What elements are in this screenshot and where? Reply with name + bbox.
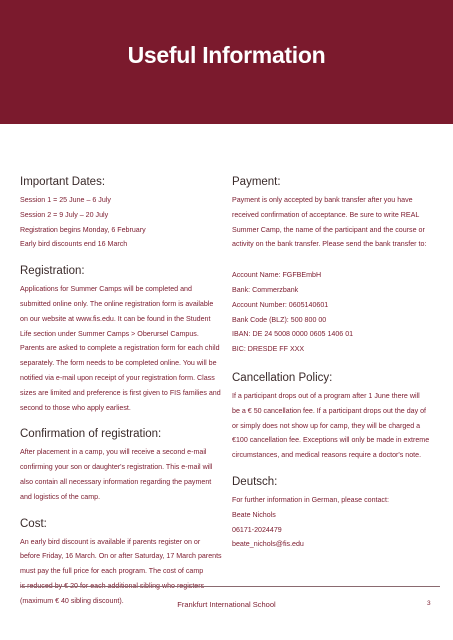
cancellation-heading: Cancellation Policy:	[232, 371, 333, 384]
confirmation-heading: Confirmation of registration:	[20, 428, 162, 441]
bank-line: IBAN: DE 24 5008 0000 0605 1406 01	[232, 330, 354, 339]
contact-email-link[interactable]: beate_nichols@fis.edu	[232, 540, 304, 549]
text-line: or simply does not show up for camp, they will be charged a	[232, 421, 421, 430]
text-line: confirming your son or daughter's registration. This e-mail will	[20, 463, 213, 472]
important-dates-section	[20, 175, 230, 252]
text-line: must pay the full price for each program. The cost of camp	[20, 567, 204, 576]
bank-line: Bank: Commerzbank	[232, 285, 299, 294]
spacer	[232, 252, 437, 268]
footer-divider	[20, 586, 440, 587]
text-line: Early bird discounts end 16 March	[20, 240, 128, 249]
text-line: be a € 50 cancellation fee. If a participant drops out the day of	[232, 406, 427, 415]
confirmation-section	[20, 427, 230, 504]
text-line: on our website at www.fis.edu. It can be found in the Student	[20, 314, 211, 323]
bank-line: BIC: DRESDE FF XXX	[232, 345, 305, 354]
payment-heading: Payment:	[232, 176, 281, 188]
text-line: activity on the bank transfer. Please send the bank transfer to:	[232, 240, 427, 249]
confirmation-text	[20, 445, 230, 504]
text-line: circumstances, and medical reasons require a doctor's note.	[232, 451, 422, 460]
cancellation-text	[232, 389, 437, 463]
page-title: Useful Information	[127, 42, 326, 68]
payment-section	[232, 175, 437, 357]
left-column	[20, 175, 230, 617]
contact-phone: 06171-2024479	[232, 525, 282, 534]
text-line: Life section under Summer Camps > Oberursel Campus.	[20, 329, 199, 338]
contact-name: Beate Nichols	[232, 510, 276, 519]
text-line: Session 1 = 25 June – 6 July	[20, 196, 111, 204]
cancellation-section	[232, 371, 437, 463]
text-line: If a participant drops out of a program after 1 June there will	[232, 391, 420, 400]
text-line: Session 2 = 9 July – 20 July	[20, 210, 109, 219]
text-line: before Friday, 16 March. On or after Saturday, 17 March parents	[20, 552, 222, 561]
deutsch-heading: Deutsch:	[232, 475, 278, 488]
right-column	[232, 175, 437, 560]
text-line: Summer Camp, the name of the participant and the course or	[232, 225, 425, 234]
registration-heading: Registration:	[20, 265, 85, 278]
text-line: €100 cancellation fee. Exceptions will only be made in extreme	[232, 436, 430, 445]
deutsch-section	[232, 475, 437, 552]
text-line: (maximum € 40 sibling discount).	[20, 596, 124, 605]
text-line: Payment is only accepted by bank transfer after you have	[232, 196, 413, 204]
registration-section	[20, 264, 230, 415]
text-line: sizes are limited and preference is first given to FIS families and	[20, 388, 221, 397]
text-line: separately. The form needs to be completed online. You will be	[20, 359, 217, 368]
cost-section	[20, 517, 230, 609]
text-line: For further information in German, please contact:	[232, 495, 389, 504]
payment-text	[232, 193, 437, 252]
text-line: also contain all necessary information regarding the payment	[20, 477, 212, 486]
text-line: Registration begins Monday, 6 February	[20, 225, 146, 234]
cost-text	[20, 535, 230, 609]
text-line: submitted online only. The online registration form is available	[20, 299, 214, 308]
text-line: After placement in a camp, you will receive a second e-mail	[20, 448, 207, 457]
bank-details	[232, 268, 437, 357]
important-dates-heading: Important Dates:	[20, 176, 106, 188]
deutsch-text	[232, 493, 437, 552]
text-line: Applications for Summer Camps will be completed and	[20, 285, 192, 294]
text-line: second to those who apply earliest.	[20, 403, 131, 412]
bank-line: Account Name: FGFBEmbH	[232, 271, 322, 280]
text-line: and logistics of the camp.	[20, 492, 101, 501]
bank-line: Account Number: 0605140601	[232, 300, 329, 309]
text-line: Parents are asked to complete a registration form for each child	[20, 344, 220, 353]
cost-heading: Cost:	[20, 517, 47, 530]
bank-line: Bank Code (BLZ): 500 800 00	[232, 315, 327, 324]
text-line: received confirmation of acceptance. Be sure to write REAL	[232, 210, 420, 219]
important-dates-text	[20, 193, 230, 252]
text-line: notified via e-mail upon receipt of your registration form. Class	[20, 373, 215, 382]
page-number: 3	[427, 600, 431, 607]
footer-school-name: Frankfurt International School	[177, 600, 276, 609]
registration-text	[20, 282, 230, 415]
text-line: An early bird discount is available if parents register on or	[20, 537, 201, 546]
